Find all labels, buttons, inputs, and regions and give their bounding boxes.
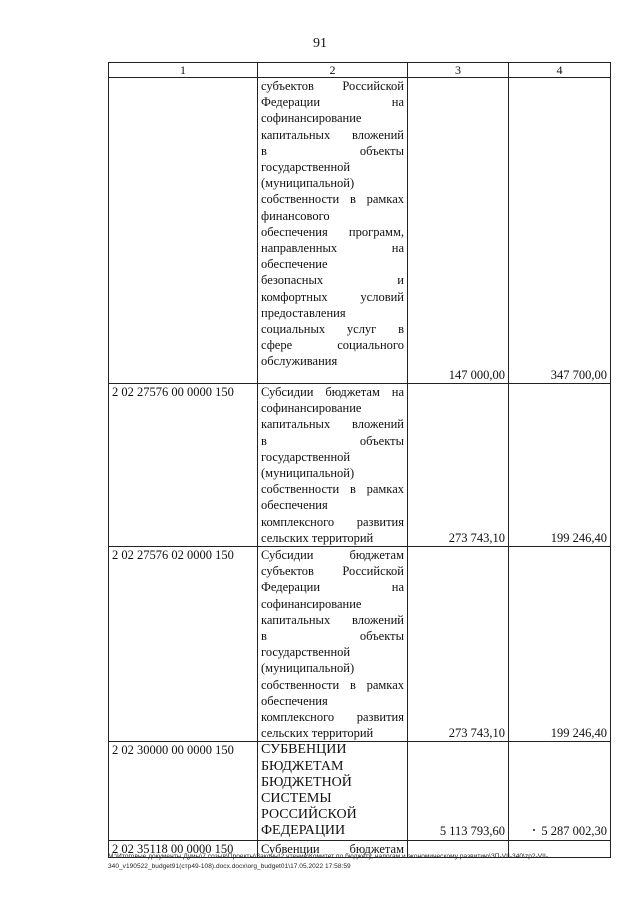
- name-line: собственности в рамках: [261, 677, 404, 692]
- name-line: в объекты: [261, 143, 404, 158]
- name-line: обеспечения: [261, 693, 328, 708]
- name-line: Субсидии бюджетам на: [261, 385, 404, 399]
- row-name: [258, 547, 408, 742]
- row-name: [258, 78, 408, 384]
- name-line: Субвенции бюджетам: [261, 841, 404, 856]
- header-row: [109, 63, 611, 78]
- name-line: РОССИЙСКОЙ: [261, 807, 357, 823]
- name-line: капитальных вложений: [261, 417, 404, 432]
- name-line: сфере социального: [261, 338, 404, 353]
- name-line: субъектов Российской: [261, 79, 404, 93]
- header-col-4: 4: [509, 63, 611, 78]
- row-value-col4: 199 246,40: [509, 547, 611, 742]
- budget-table: [108, 62, 611, 858]
- row-value-col3: 147 000,00: [408, 78, 509, 384]
- row-value-col4: 199 246,40: [509, 384, 611, 547]
- scan-speck: [533, 829, 535, 831]
- name-line: софинансирование: [261, 111, 362, 126]
- name-line: обеспечение: [261, 257, 328, 272]
- name-line: СУБВЕНЦИИ: [261, 742, 347, 758]
- table-row: [109, 547, 611, 742]
- row-code: 2 02 30000 00 0000 150: [109, 742, 258, 840]
- name-line: БЮДЖЕТАМ: [261, 758, 344, 774]
- row-code: [109, 78, 258, 384]
- table-row: [109, 742, 611, 840]
- name-line: собственности в рамках: [261, 192, 404, 207]
- name-line: в объекты: [261, 433, 404, 448]
- name-line: (муниципальной): [261, 661, 355, 676]
- name-line: Федерации на: [261, 95, 404, 110]
- name-line: субъектов Российской: [261, 564, 404, 579]
- name-line: обеспечения: [261, 498, 328, 513]
- name-line: (муниципальной): [261, 466, 355, 481]
- name-line: комплексного развития: [261, 514, 404, 529]
- name-line: безопасных и: [261, 273, 404, 288]
- footer-line: 340_v190522_budget91(стр49-108).docx.docx\org_budget01\17.05.2022 17:58:59: [108, 863, 351, 870]
- name-line: Субсидии бюджетам: [261, 548, 404, 563]
- name-line: направленных на: [261, 241, 404, 256]
- name-line: капитальных вложений: [261, 127, 404, 142]
- row-name: [258, 742, 408, 840]
- row-code: 2 02 35118 00 0000 150: [109, 840, 258, 857]
- name-line: комплексного развития: [261, 710, 404, 725]
- name-line: софинансирование: [261, 596, 362, 611]
- file-path-footer: [108, 852, 614, 872]
- name-line: предоставления: [261, 305, 346, 320]
- name-line: (муниципальной): [261, 176, 355, 191]
- header-col-3: 3: [408, 63, 509, 78]
- table-row: [109, 384, 611, 547]
- name-line: капитальных вложений: [261, 612, 404, 627]
- page-number: 91: [313, 36, 327, 51]
- row-value-col3: 5 113 793,60: [408, 742, 509, 840]
- name-line: государственной: [261, 160, 351, 175]
- table-row: [109, 78, 611, 384]
- footer-line: М:\Итоговые документы Думы\7 созыв\Проекты\Законы\2 чтение\Комитет по бюджету, налогам и экономическому развитию\ЗП-VII-340\zp2-VII-: [108, 853, 549, 860]
- row-code: 2 02 27576 02 0000 150: [109, 547, 258, 742]
- row-name: [258, 384, 408, 547]
- name-line: государственной: [261, 645, 351, 660]
- row-value-col4: 347 700,00: [509, 78, 611, 384]
- row-code: 2 02 27576 00 0000 150: [109, 384, 258, 547]
- name-line: финансового: [261, 208, 330, 223]
- name-line: ФЕДЕРАЦИИ: [261, 823, 346, 839]
- name-line: софинансирование: [261, 401, 362, 416]
- name-line: СИСТЕМЫ: [261, 791, 332, 807]
- row-value-col3: 273 743,10: [408, 547, 509, 742]
- header-col-1: 1: [109, 63, 258, 78]
- name-line: в объекты: [261, 629, 404, 644]
- name-line: сельских территорий: [261, 530, 374, 545]
- name-line: собственности в рамках: [261, 482, 404, 497]
- header-col-2: 2: [258, 63, 408, 78]
- name-line: БЮДЖЕТНОЙ: [261, 774, 352, 790]
- name-line: комфортных условий: [261, 289, 404, 304]
- name-line: сельских территорий: [261, 726, 374, 741]
- name-line: обслуживания: [261, 354, 338, 369]
- name-line: Федерации на: [261, 580, 404, 595]
- name-line: социальных услуг в: [261, 322, 404, 337]
- name-line: обеспечения программ,: [261, 224, 404, 239]
- row-value-col4: 5 287 002,30: [509, 742, 611, 840]
- name-line: государственной: [261, 449, 351, 464]
- row-value-col3: 273 743,10: [408, 384, 509, 547]
